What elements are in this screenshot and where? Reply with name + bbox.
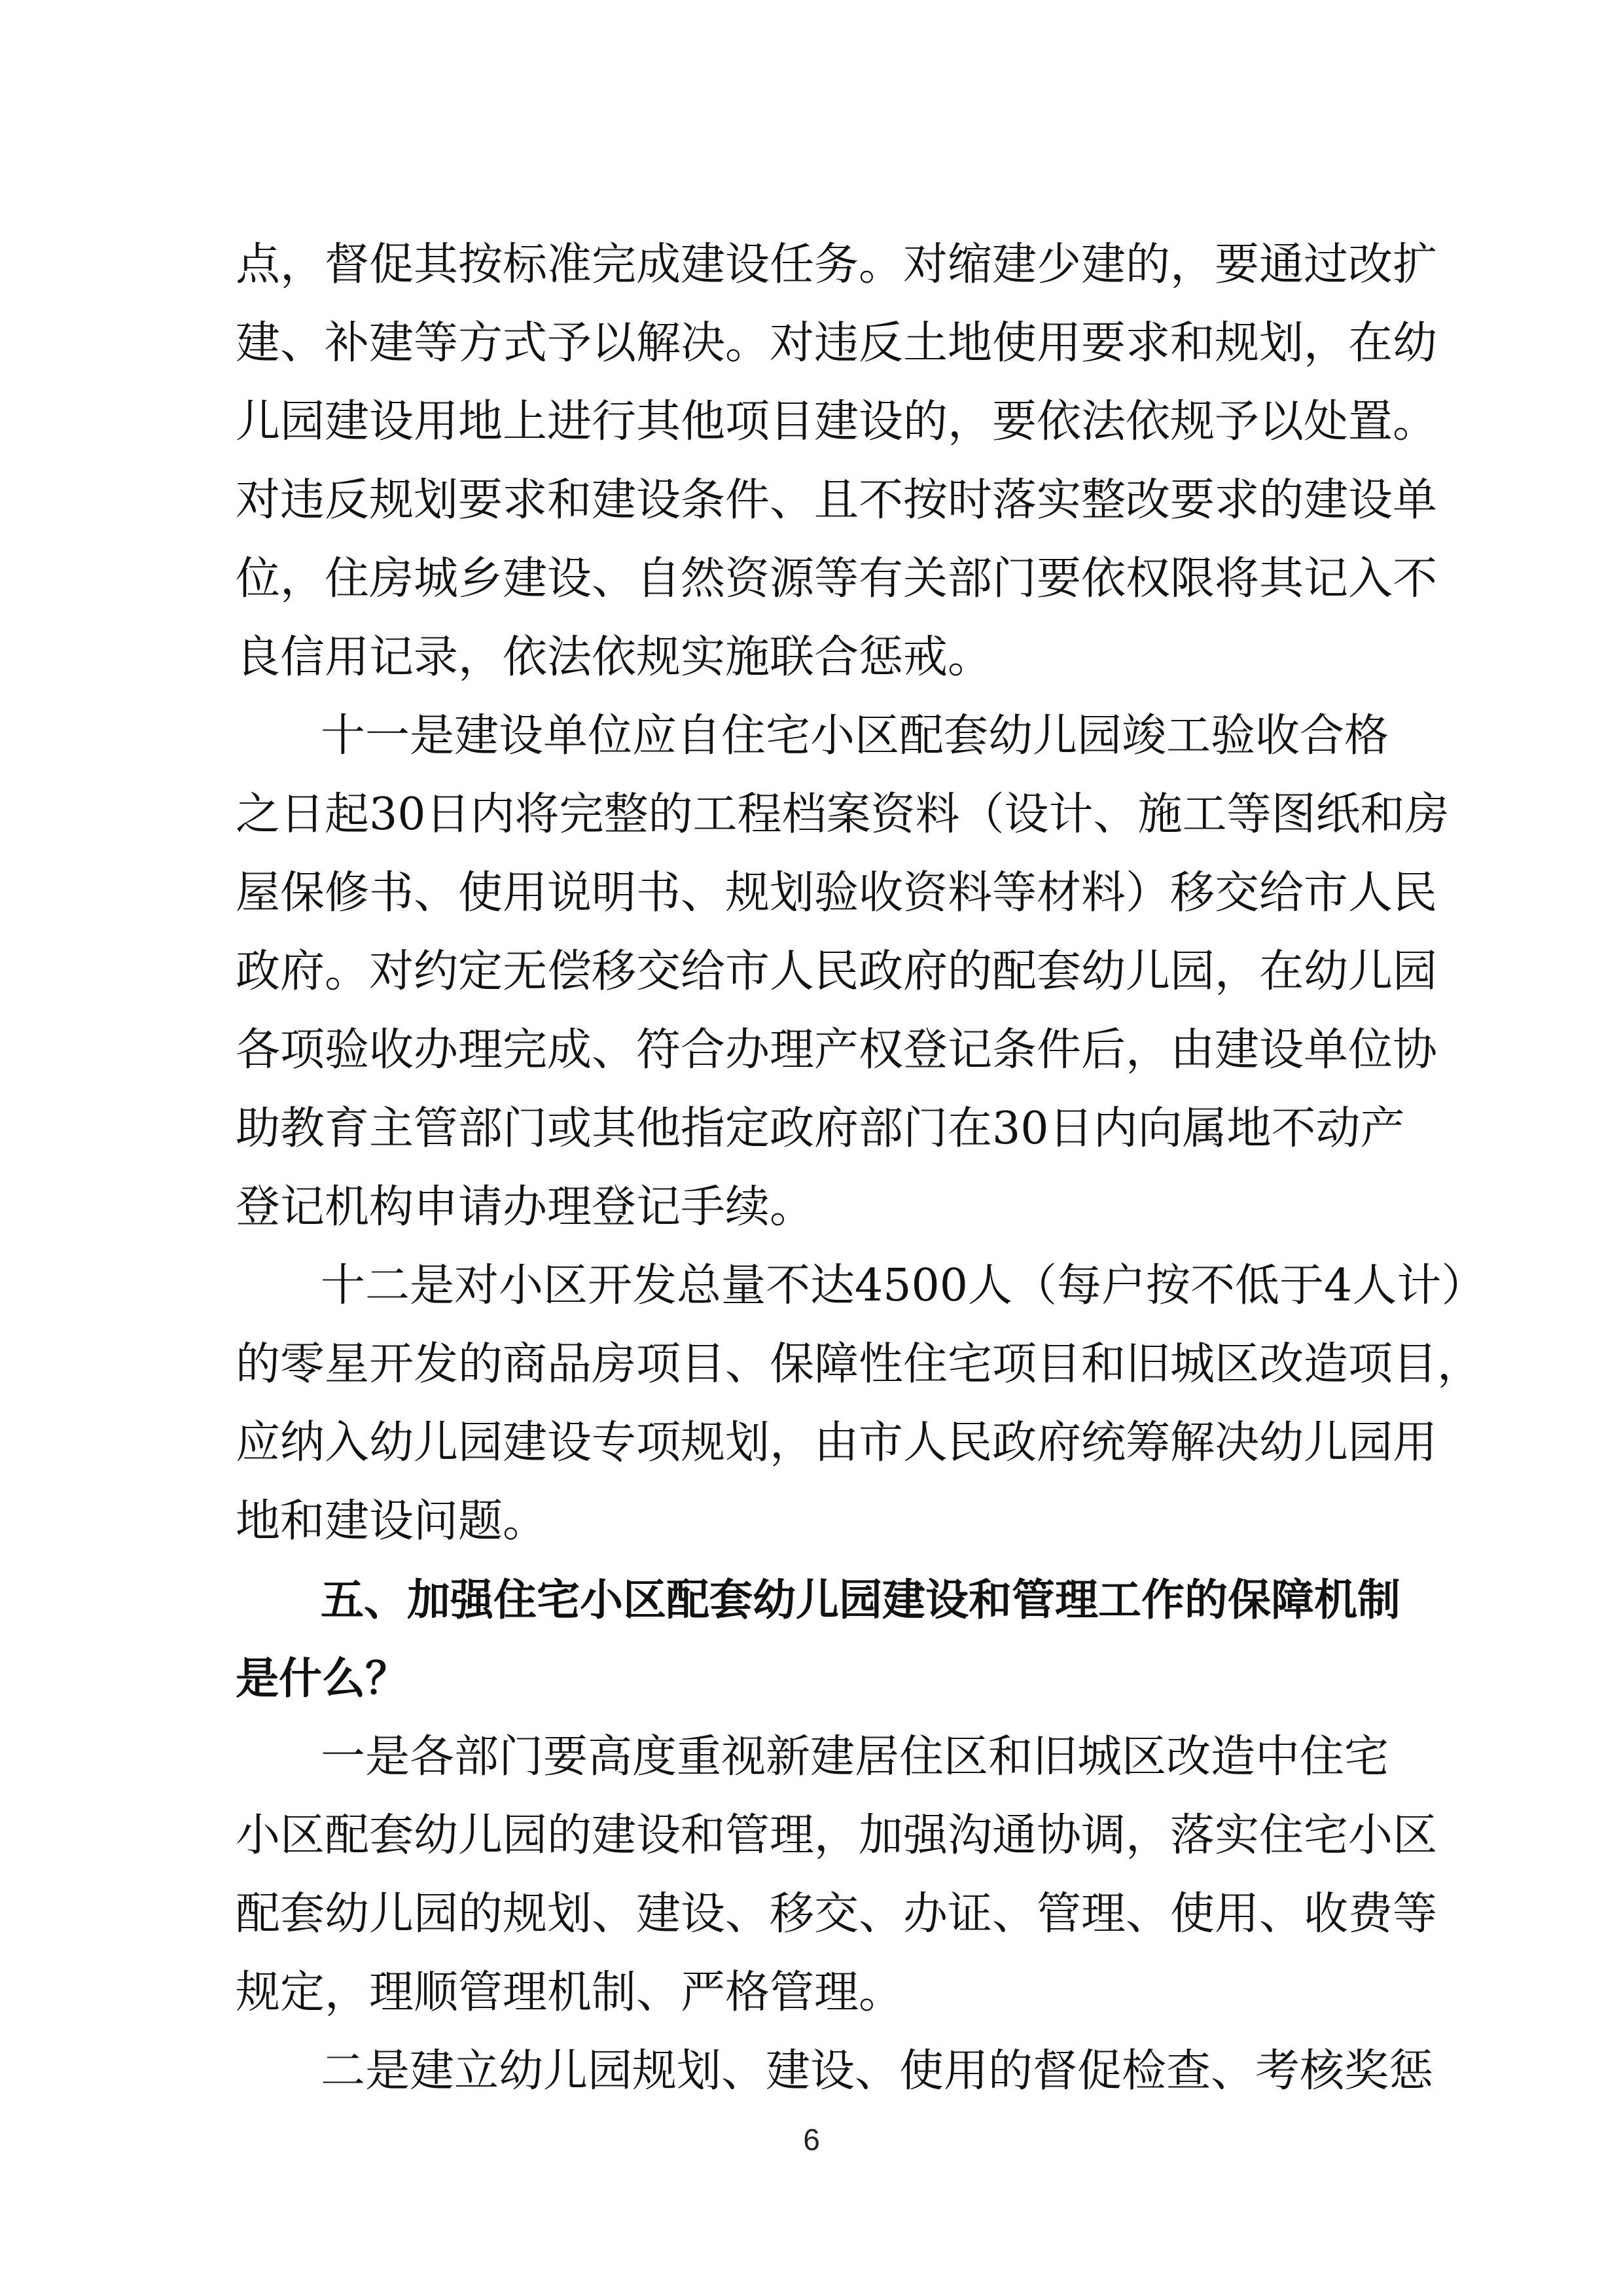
paragraph-eleven-start: 十一是建设单位应自住宅小区配套幼儿园竣工验收合格 (321, 710, 1389, 762)
text-line-6: 良信用记录，依法依规实施联合惩戒。 (236, 632, 993, 683)
text-line-15: 的零星开发的商品房项目、保障性住宅项目和旧城区改造项目， (236, 1338, 1482, 1390)
text-line-12: 助教育主管部门或其他指定政府部门在30日内向属地不动产 (236, 1103, 1405, 1155)
text-line-10: 政府。对约定无偿移交给市人民政府的配套幼儿园，在幼儿园 (236, 946, 1438, 997)
page-number: 6 (803, 2123, 820, 2157)
text-line-22: 配套幼儿园的规划、建设、移交、办证、管理、使用、收费等 (236, 1888, 1438, 1940)
paragraph-one-start: 一是各部门要高度重视新建居住区和旧城区改造中住宅 (321, 1731, 1389, 1783)
text-line-1: 点，督促其按标准完成建设任务。对缩建少建的，要通过改扩 (236, 239, 1438, 291)
text-line-17: 地和建设问题。 (236, 1496, 548, 1547)
text-line-5: 位，住房城乡建设、自然资源等有关部门要依权限将其记入不 (236, 553, 1438, 605)
section-heading-continued: 是什么？ (236, 1653, 408, 1704)
text-line-4: 对违反规划要求和建设条件、且不按时落实整改要求的建设单 (236, 475, 1438, 526)
text-line-23: 规定，理顺管理机制、严格管理。 (236, 1967, 904, 2018)
text-line-16: 应纳入幼儿园建设专项规划，由市人民政府统筹解决幼儿园用 (236, 1417, 1438, 1469)
text-line-21: 小区配套幼儿园的建设和管理，加强沟通协调，落实住宅小区 (236, 1810, 1438, 1861)
text-line-9: 屋保修书、使用说明书、规划验收资料等材料）移交给市人民 (236, 867, 1438, 919)
section-heading: 五、加强住宅小区配套幼儿园建设和管理工作的保障机制 (321, 1575, 1400, 1625)
paragraph-twelve-start: 十二是对小区开发总量不达4500人（每户按不低于4人计） (321, 1260, 1486, 1312)
text-line-13: 登记机构申请办理登记手续。 (236, 1181, 815, 1233)
paragraph-two-start: 二是建立幼儿园规划、建设、使用的督促检查、考核奖惩 (321, 2045, 1434, 2097)
text-line-3: 儿园建设用地上进行其他项目建设的，要依法依规予以处置。 (236, 396, 1438, 448)
text-line-2: 建、补建等方式予以解决。对违反土地使用要求和规划，在幼 (236, 317, 1438, 369)
text-line-8: 之日起30日内将完整的工程档案资料（设计、施工等图纸和房 (236, 789, 1450, 840)
text-line-11: 各项验收办理完成、符合办理产权登记条件后，由建设单位协 (236, 1024, 1438, 1076)
